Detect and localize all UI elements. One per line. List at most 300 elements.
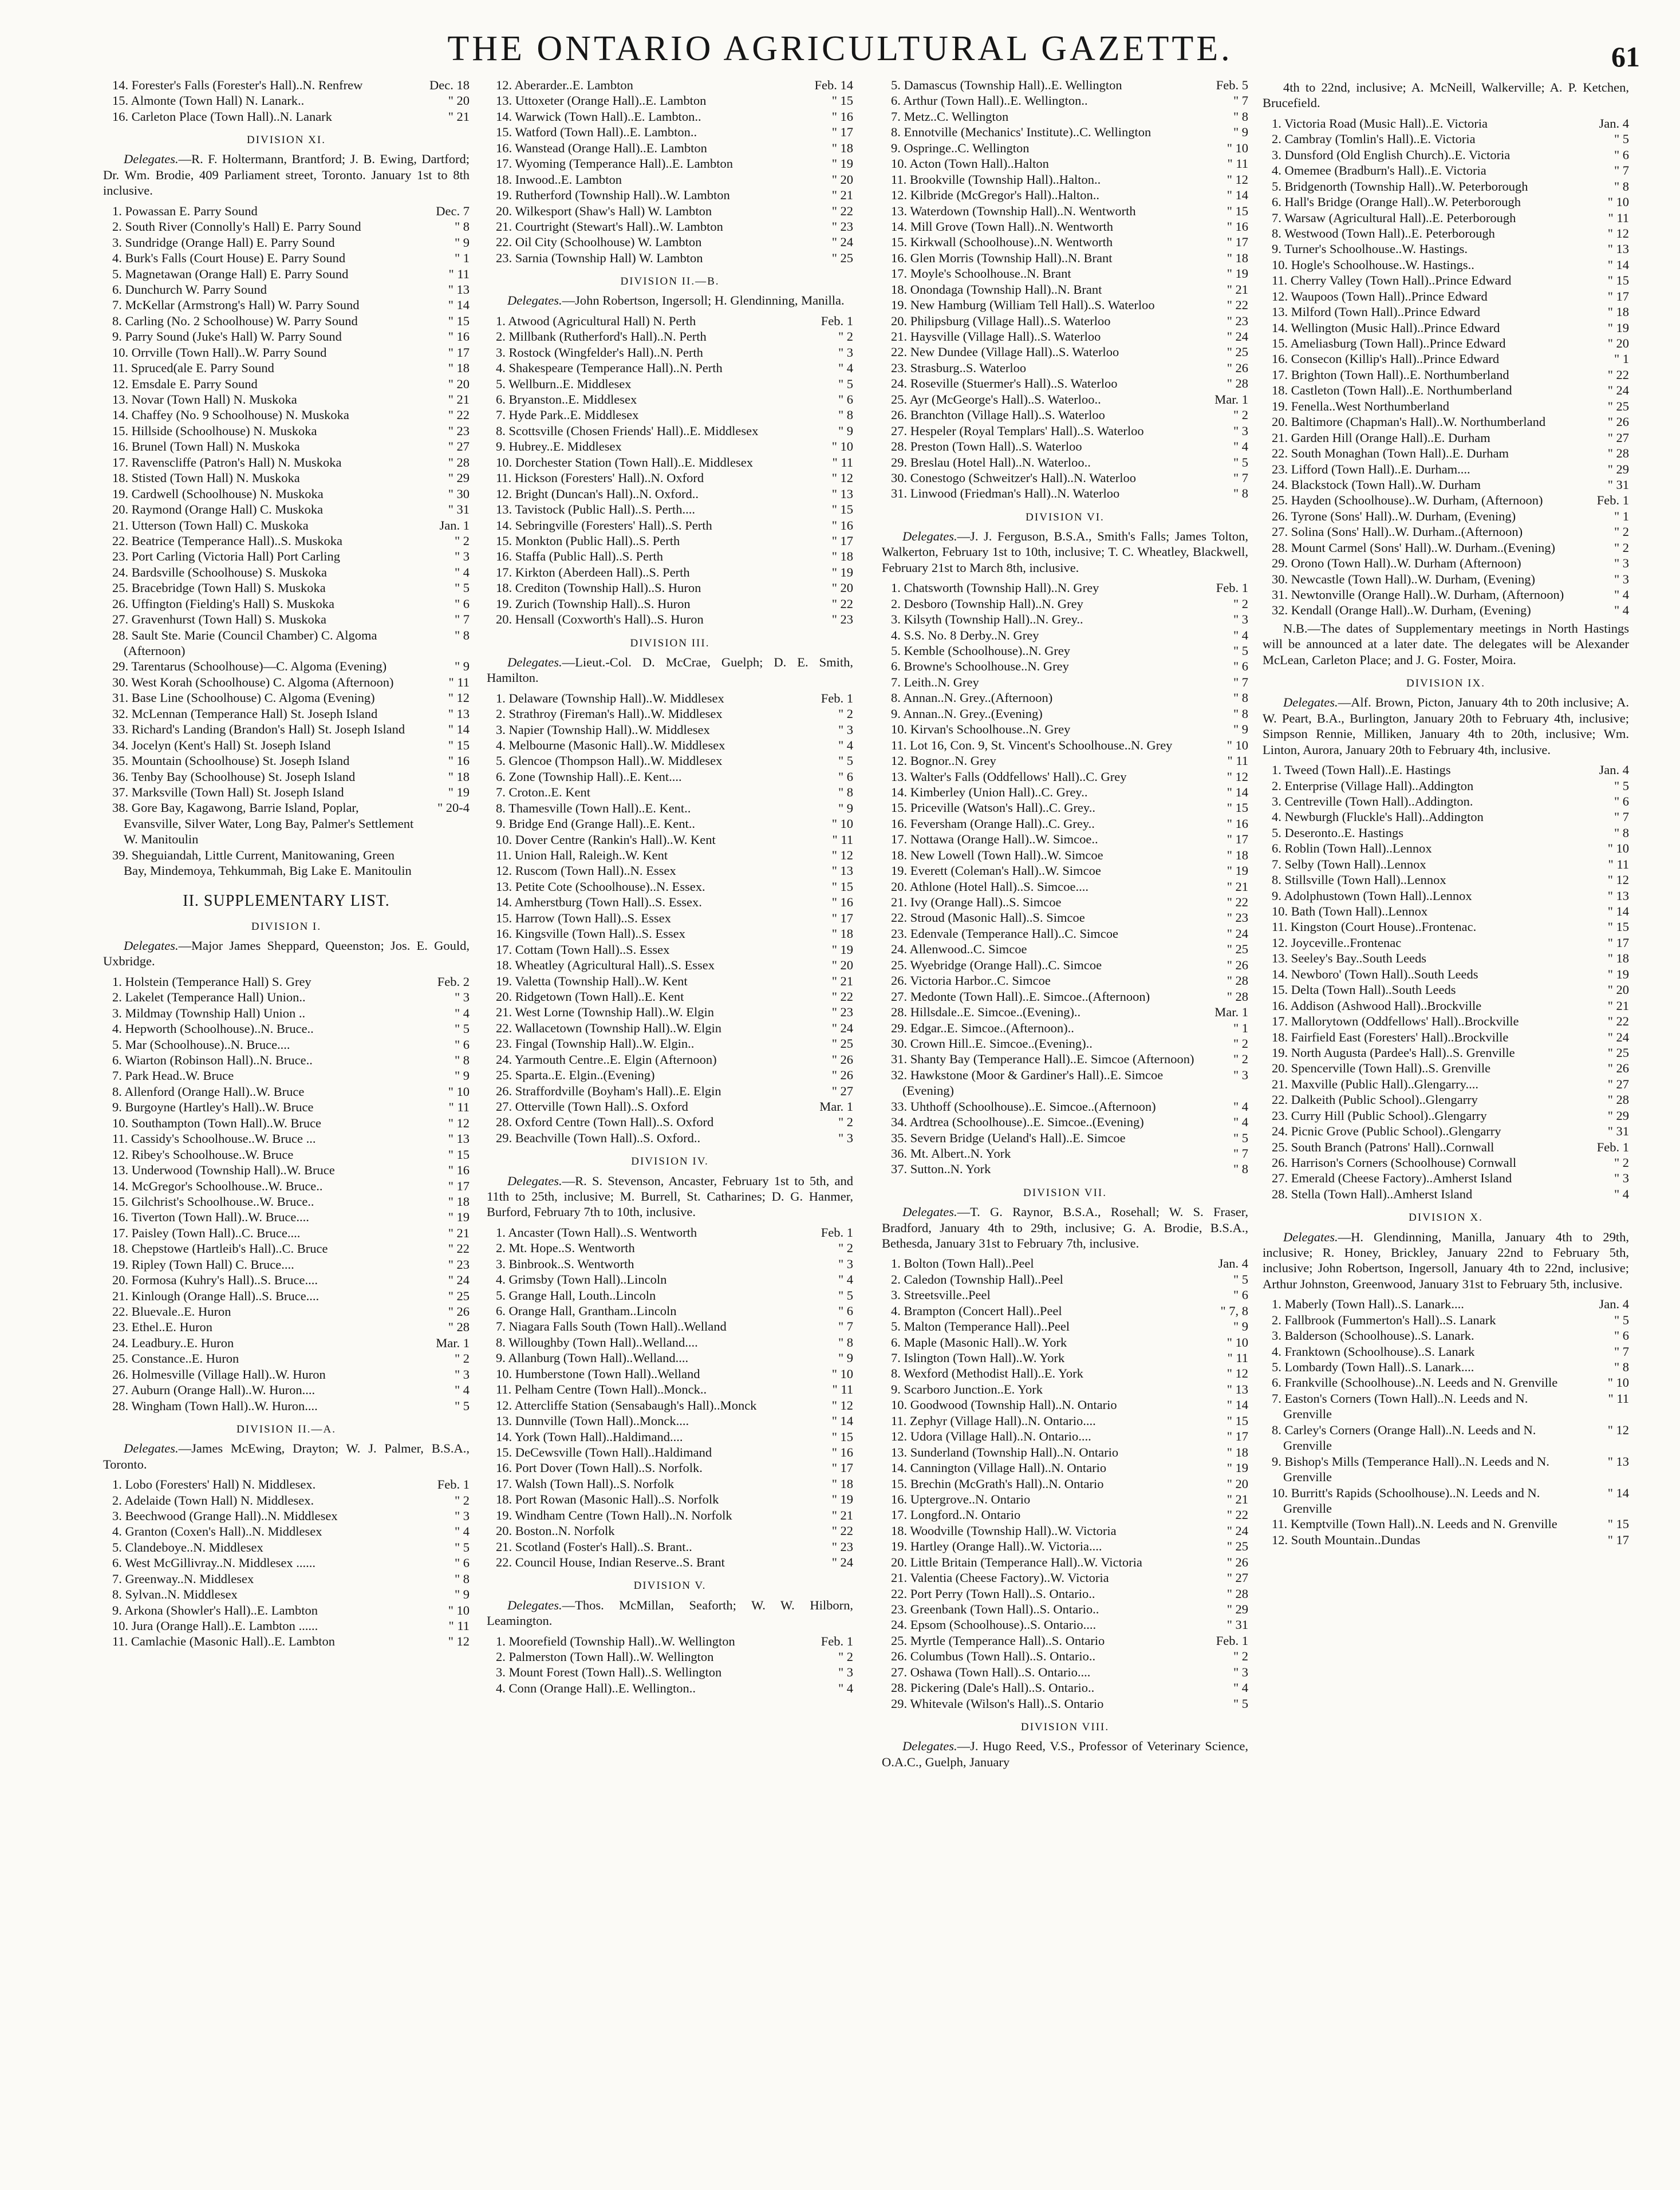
meeting-entry [487, 690, 853, 706]
meeting-place: 25. Sparta..E. Elgin..(Evening) [496, 1068, 655, 1083]
meeting-entry [487, 800, 853, 816]
meeting-place: 4. Shakespeare (Temperance Hall)..N. Perth [496, 361, 723, 376]
meeting-entry [487, 360, 853, 376]
meeting-entry [487, 407, 853, 423]
meeting-date: " 11 [1608, 857, 1629, 871]
meeting-entry [103, 376, 470, 392]
meeting-place: 3. Centreville (Town Hall)..Addington. [1272, 794, 1473, 808]
meeting-date: " 17 [831, 533, 853, 548]
meeting-entry [882, 753, 1248, 768]
meeting-place: 15. Brechin (McGrath's Hall)..N. Ontario [891, 1476, 1104, 1491]
delegates-paragraph [1263, 621, 1629, 668]
meeting-entry [103, 706, 470, 721]
meeting-date: " 20-4 [437, 800, 470, 815]
meeting-entry [103, 1209, 470, 1225]
meeting-date: " 4 [1233, 1099, 1248, 1114]
meeting-place: 11. Kemptville (Town Hall)..N. Leeds and N. Grenville [1272, 1517, 1557, 1532]
meeting-place: 33. Uhthoff (Schoolhouse)..E. Simcoe..(Afternoon) [891, 1099, 1156, 1114]
meeting-date: " 18 [1227, 1445, 1248, 1459]
meeting-date: " 28 [448, 455, 470, 469]
meeting-entry [103, 549, 470, 564]
meeting-entry [103, 329, 470, 344]
meeting-entry [882, 1272, 1248, 1287]
meeting-date: " 17 [1607, 1532, 1629, 1547]
meeting-entry [882, 1287, 1248, 1303]
meeting-entry [882, 611, 1248, 627]
meeting-date: " 5 [1233, 1130, 1248, 1145]
meeting-entry [882, 957, 1248, 973]
meeting-date: " 4 [1233, 1680, 1248, 1695]
meeting-entry [882, 769, 1248, 784]
meeting-place: 2. Desboro (Township Hall)..N. Grey [891, 596, 1083, 611]
meeting-entry [487, 187, 853, 203]
meeting-place: 19. North Augusta (Pardee's Hall)..S. Grenville [1272, 1045, 1515, 1060]
meeting-place: 1. Chatsworth (Township Hall)..N. Grey [891, 581, 1099, 595]
meeting-place: 19. Zurich (Township Hall)..S. Huron [496, 596, 691, 611]
meeting-entry [1263, 1296, 1629, 1312]
meeting-entry [487, 565, 853, 580]
meeting-date: " 22 [1607, 367, 1629, 382]
meeting-entry [103, 407, 470, 423]
meeting-date: " 8 [1233, 109, 1248, 124]
meeting-date: " 3 [838, 1256, 853, 1271]
meeting-entry [487, 124, 853, 140]
meeting-entry [882, 156, 1248, 171]
meeting-place: 4. Hepworth (Schoolhouse)..N. Bruce.. [112, 1021, 314, 1036]
meeting-place: 12. Emsdale E. Parry Sound [112, 376, 258, 391]
meeting-date: " 25 [1607, 398, 1629, 413]
meeting-entry [1263, 367, 1629, 382]
meeting-date: " 22 [1227, 298, 1248, 313]
delegates-label: Delegates. [507, 1597, 562, 1612]
meeting-place: 22. New Dundee (Village Hall)..S. Waterloo [891, 345, 1119, 360]
meeting-place: 13. Walter's Falls (Oddfellows' Hall)..C. Grey [891, 769, 1127, 784]
meeting-place: 18. Wheatley (Agricultural Hall)..S. Essex [496, 958, 715, 973]
meeting-entry [1263, 555, 1629, 571]
meeting-entry [487, 737, 853, 753]
meeting-entry [103, 1068, 470, 1083]
meeting-place: 35. Severn Bridge (Ueland's Hall)..E. Simcoe [891, 1130, 1126, 1145]
meeting-date: " 5 [838, 1288, 853, 1303]
meeting-entry [103, 1587, 470, 1602]
meeting-date: " 15 [831, 93, 853, 108]
meeting-entry [103, 282, 470, 297]
paragraph-text: —Major James Sheppard, Queenston; Jos. E. Gould, Uxbridge. [103, 938, 470, 969]
meeting-date: " 27 [1607, 430, 1629, 445]
meeting-entry [1263, 1076, 1629, 1092]
meeting-entry [882, 1004, 1248, 1020]
meeting-date: " 11 [832, 455, 853, 469]
meeting-date: " 9 [454, 235, 470, 250]
meeting-entry [487, 1633, 853, 1649]
meeting-place: 12. Aberarder..E. Lambton [496, 78, 633, 92]
meeting-place: 8. Sylvan..N. Middlesex [112, 1587, 238, 1602]
delegates-paragraph [103, 1441, 470, 1472]
meeting-entry [487, 109, 853, 124]
meeting-date: " 3 [1614, 556, 1629, 571]
meeting-place: 10. Bath (Town Hall)..Lennox [1272, 904, 1428, 919]
meeting-date: " 27 [831, 1083, 853, 1098]
meeting-date: " 21 [831, 973, 853, 988]
meeting-entry [487, 502, 853, 517]
meeting-entry [103, 1571, 470, 1587]
meeting-place: 13. Tavistock (Public Hall)..S. Perth.... [496, 502, 695, 517]
meeting-entry [882, 1570, 1248, 1585]
meeting-entry [882, 1335, 1248, 1350]
meeting-entry [103, 1005, 470, 1021]
page-title: THE ONTARIO AGRICULTURAL GAZETTE. [447, 29, 1233, 68]
meeting-date: " 22 [831, 1524, 853, 1538]
paragraph-text: —H. Glendinning, Manilla, January 4th to 29th, inclusive; R. Honey, Brickley, January 22nd to February 5th, inclusive; John Robertson, Ingersoll, January 4th to 22nd, inclusive; Arthur Johnston, Greenwood, January 31st to February 5th, inclusive. [1263, 1229, 1629, 1291]
meeting-date: " 21 [1227, 879, 1248, 894]
meeting-place: 5. Glencoe (Thompson Hall)..W. Middlesex [496, 753, 723, 768]
meeting-entry [103, 455, 470, 470]
delegates-paragraph [1263, 1229, 1629, 1292]
meeting-place: 22. Dalkeith (Public School)..Glengarry [1272, 1092, 1478, 1107]
meeting-entry [882, 329, 1248, 344]
meeting-date: " 24 [1227, 926, 1248, 941]
meeting-date: " 26 [1227, 957, 1248, 972]
meeting-entry [103, 470, 470, 486]
meeting-date: " 7 [1233, 674, 1248, 689]
meeting-date: " 17 [831, 125, 853, 140]
meeting-date: " 19 [831, 1492, 853, 1507]
meeting-entry [882, 674, 1248, 690]
meeting-date: " 19 [831, 156, 853, 171]
meeting-entry [487, 1429, 853, 1445]
meeting-entry [1263, 794, 1629, 809]
meeting-date: " 14 [1227, 188, 1248, 203]
meeting-date: " 3 [1233, 612, 1248, 627]
meeting-date: " 10 [831, 1366, 853, 1381]
meeting-entry [882, 392, 1248, 407]
delegates-paragraph [103, 938, 470, 969]
meeting-entry [882, 1397, 1248, 1412]
meeting-place: 18. Crediton (Township Hall)..S. Huron [496, 581, 701, 595]
meeting-entry [882, 1303, 1248, 1319]
meeting-entry [487, 1036, 853, 1051]
meeting-place: 11. Zephyr (Village Hall)..N. Ontario.... [891, 1413, 1096, 1428]
meeting-date: " 8 [454, 1053, 470, 1067]
meeting-place: 6. Arthur (Town Hall)..E. Wellington.. [891, 93, 1088, 108]
meeting-date: " 13 [831, 863, 853, 878]
delegates-label: Delegates. [902, 1739, 957, 1754]
meeting-entry [103, 1618, 470, 1633]
meeting-entry [487, 769, 853, 784]
meeting-place: 4. S.S. No. 8 Derby..N. Grey [891, 628, 1039, 642]
meeting-place: 7. Park Head..W. Bruce [112, 1068, 234, 1083]
meeting-date: " 3 [838, 1665, 853, 1680]
meeting-date: " 8 [1614, 825, 1629, 840]
meeting-place: 1. Victoria Road (Music Hall)..E. Victoria [1272, 116, 1488, 131]
column-4 [1263, 77, 1629, 2161]
meeting-place: 18. Inwood..E. Lambton [496, 172, 622, 187]
meeting-date: " 13 [448, 1131, 470, 1146]
meeting-entry [103, 360, 470, 376]
meeting-place: 1. Bolton (Town Hall)..Peel [891, 1256, 1034, 1271]
delegates-paragraph [1263, 695, 1629, 757]
meeting-place: 1. Moorefield (Township Hall)..W. Wellington [496, 1633, 735, 1648]
meeting-date: " 24 [831, 1555, 853, 1570]
meeting-place: 16. Addison (Ashwood Hall)..Brockville [1272, 998, 1482, 1013]
meeting-place: 18. Chepstowe (Hartleib's Hall)..C. Bruce [112, 1241, 328, 1256]
meeting-date: " 15 [1227, 203, 1248, 218]
meeting-place: 5. Magnetawan (Orange Hall) E. Parry Sound [112, 266, 349, 281]
meeting-place: 6. Wiarton (Robinson Hall)..N. Bruce.. [112, 1053, 313, 1067]
meeting-entry [103, 1351, 470, 1366]
meeting-place: 7. Easton's Corners (Town Hall)..N. Leeds and N. Grenville [1272, 1391, 1528, 1422]
meeting-date: " 11 [1227, 753, 1248, 768]
meeting-place: 4. Newburgh (Fluckle's Hall)..Addington [1272, 810, 1484, 824]
meeting-place: 11. Cherry Valley (Town Hall)..Prince Edward [1272, 273, 1512, 288]
meeting-date: Feb. 5 [1216, 78, 1248, 92]
meeting-entry [882, 643, 1248, 658]
meeting-entry [882, 1601, 1248, 1617]
meeting-date: " 20 [1607, 982, 1629, 997]
meeting-entry [882, 1523, 1248, 1538]
meeting-place: 27. Gravenhurst (Town Hall) S. Muskoka [112, 612, 326, 627]
meeting-entry [882, 1382, 1248, 1397]
meeting-date: " 18 [1227, 250, 1248, 265]
meeting-place: 17. Kirkton (Aberdeen Hall)..S. Perth [496, 565, 690, 579]
meeting-place: 19. Cardwell (Schoolhouse) N. Muskoka [112, 486, 324, 501]
meeting-entry [487, 1020, 853, 1036]
meeting-entry [103, 753, 470, 768]
meeting-date: " 7 [838, 1319, 853, 1334]
meeting-entry [487, 1067, 853, 1083]
meeting-place: 32. Kendall (Orange Hall)..W. Durham, (Evening) [1272, 603, 1531, 618]
meeting-place: 17. Longford..N. Ontario [891, 1508, 1021, 1522]
meeting-date: " 2 [1614, 524, 1629, 539]
meeting-entry [103, 1304, 470, 1319]
meeting-entry [882, 658, 1248, 674]
meeting-date: " 14 [448, 722, 470, 737]
meeting-entry [103, 658, 470, 674]
meeting-entry [882, 1664, 1248, 1680]
meeting-place: 12. Bognor..N. Grey [891, 753, 996, 768]
meeting-place: 18. New Lowell (Town Hall)..W. Simcoe [891, 847, 1103, 862]
meeting-date: " 9 [838, 1351, 853, 1366]
meeting-entry [103, 1147, 470, 1162]
meeting-date: " 17 [1607, 289, 1629, 303]
meeting-entry [487, 753, 853, 768]
meeting-date: " 4 [1233, 628, 1248, 642]
meeting-place: 30. Crown Hill..E. Simcoe..(Evening).. [891, 1036, 1093, 1051]
meeting-place: 24. Leadbury..E. Huron [112, 1335, 234, 1350]
meeting-date: " 12 [1227, 1366, 1248, 1381]
meeting-date: " 2 [1233, 596, 1248, 611]
meeting-date: " 16 [448, 753, 470, 768]
meeting-entry [882, 1366, 1248, 1381]
meeting-place: 3. Kilsyth (Township Hall)..N. Grey.. [891, 612, 1083, 627]
meeting-date: " 17 [831, 1461, 853, 1475]
meeting-place: 15. Watford (Town Hall)..E. Lambton.. [496, 125, 697, 140]
meeting-date: " 3 [838, 1130, 853, 1145]
meeting-date: " 4 [838, 361, 853, 376]
meeting-place: 31. Shanty Bay (Temperance Hall)..E. Simcoe (Afternoon) [891, 1052, 1194, 1067]
meeting-entry [882, 439, 1248, 454]
meeting-date: " 9 [838, 423, 853, 438]
column-1 [103, 77, 470, 2161]
meeting-entry [882, 1350, 1248, 1366]
meeting-entry [1263, 179, 1629, 194]
meeting-entry [103, 1021, 470, 1036]
meeting-date: Feb. 14 [814, 78, 853, 92]
meeting-place: 23. Sarnia (Township Hall) W. Lambton [496, 250, 703, 265]
meeting-place: 2. Strathroy (Fireman's Hall)..W. Middlesex [496, 707, 723, 721]
meeting-entry [882, 93, 1248, 108]
meeting-place: 6. Zone (Township Hall)..E. Kent.... [496, 769, 682, 784]
meeting-place: 2. Cambray (Tomlin's Hall)..E. Victoria [1272, 132, 1476, 147]
meeting-entry [487, 549, 853, 564]
delegates-label: Delegates. [507, 1173, 562, 1188]
meeting-date: " 19 [448, 784, 470, 799]
meeting-place: 25. Constance..E. Huron [112, 1351, 239, 1366]
meeting-date: " 7 [454, 612, 470, 627]
meeting-place: 10. Orrville (Town Hall)..W. Parry Sound [112, 345, 327, 360]
meeting-entry [882, 1554, 1248, 1570]
meeting-date: " 5 [1614, 778, 1629, 793]
meeting-date: " 23 [831, 612, 853, 627]
paragraph-text: —T. G. Raynor, B.S.A., Rosehall; W. S. Fraser, Bradford, January 4th to 29th, inclusive; G. A. Brodie, B.S.A., Bethesda, January 31st to February 7th, inclusive. [882, 1205, 1248, 1250]
meeting-date: " 16 [831, 518, 853, 532]
meeting-entry [103, 1037, 470, 1052]
meeting-place: 15. Delta (Town Hall)..South Leeds [1272, 982, 1456, 997]
meeting-date: " 3 [1614, 1171, 1629, 1186]
meeting-date: " 17 [1227, 832, 1248, 847]
meeting-place: 12. Attercliffe Station (Sensabaugh's Hall)..Monck [496, 1398, 757, 1412]
meeting-place: 27. Otterville (Town Hall)..S. Oxford [496, 1099, 688, 1114]
meeting-place: 7. Leith..N. Grey [891, 674, 979, 689]
meeting-entry [1263, 809, 1629, 824]
meeting-entry [487, 455, 853, 470]
meeting-date: " 27 [1227, 1571, 1248, 1585]
meeting-place: 23. Ethel..E. Huron [112, 1320, 212, 1335]
meeting-date: " 17 [448, 1178, 470, 1193]
meeting-entry [103, 1382, 470, 1398]
meeting-place: 10. Hogle's Schoolhouse..W. Hastings.. [1272, 257, 1474, 272]
meeting-date: " 12 [1607, 226, 1629, 240]
delegates-paragraph [487, 654, 853, 686]
meeting-entry [103, 1555, 470, 1571]
column-2 [487, 77, 853, 2161]
meeting-entry [103, 1493, 470, 1508]
meeting-entry [103, 690, 470, 705]
meeting-place: 9. Turner's Schoolhouse..W. Hastings. [1272, 242, 1468, 257]
meeting-place: 15. Priceville (Watson's Hall)..C. Grey.. [891, 800, 1095, 815]
meeting-place: 11. Kingston (Court House)..Frontenac. [1272, 920, 1477, 934]
meeting-entry [1263, 430, 1629, 445]
meeting-place: 27. Auburn (Orange Hall)..W. Huron.... [112, 1383, 316, 1398]
meeting-place: 16. Port Dover (Town Hall)..S. Norfolk. [496, 1461, 703, 1475]
meeting-date: " 6 [838, 392, 853, 407]
meeting-entry [882, 1114, 1248, 1130]
meeting-place: 12. Waupoos (Town Hall)..Prince Edward [1272, 289, 1488, 303]
meeting-entry [1263, 414, 1629, 429]
meeting-date: " 7 [1233, 1146, 1248, 1161]
meeting-place: 1. Maberly (Town Hall)..S. Lanark.... [1272, 1297, 1464, 1312]
meeting-place: 14. Warwick (Town Hall)..E. Lambton.. [496, 109, 701, 124]
meeting-entry [487, 611, 853, 627]
meeting-place: 21. Haysville (Village Hall)..S. Waterloo [891, 329, 1101, 344]
meeting-place: 17. Ravenscliffe (Patron's Hall) N. Muskoka [112, 455, 342, 469]
meeting-place: 11. Brookville (Township Hall)..Halton.. [891, 172, 1101, 187]
meeting-entry [1263, 445, 1629, 461]
meeting-place: 3. Mildmay (Township Hall) Union .. [112, 1005, 306, 1020]
meeting-entry [1263, 935, 1629, 950]
meeting-entry [1263, 1170, 1629, 1186]
meeting-place: 23. Lifford (Town Hall)..E. Durham.... [1272, 461, 1470, 476]
meeting-entry [882, 1413, 1248, 1429]
meeting-date: " 19 [1227, 1461, 1248, 1475]
meeting-entry [487, 1445, 853, 1460]
meeting-date: Feb. 2 [437, 974, 470, 989]
meeting-place: 23. Curry Hill (Public School)..Glengarry [1272, 1108, 1487, 1123]
meeting-entry [1263, 147, 1629, 163]
meeting-entry [487, 1680, 853, 1696]
meeting-place: 26. Columbus (Town Hall)..S. Ontario.. [891, 1649, 1096, 1664]
meeting-entry [1263, 226, 1629, 241]
meeting-date: " 19 [831, 565, 853, 579]
meeting-place: 17. Walsh (Town Hall)..S. Norfolk [496, 1476, 675, 1491]
meeting-date: " 26 [831, 1052, 853, 1067]
meeting-entry [103, 1367, 470, 1382]
meeting-entry [103, 250, 470, 266]
division-heading: DIVISION VI. [1026, 511, 1105, 523]
meeting-date: " 4 [1614, 603, 1629, 618]
meeting-entry [103, 565, 470, 580]
meeting-entry [882, 187, 1248, 203]
meeting-date: " 22 [1227, 1508, 1248, 1522]
meeting-date: " 8 [454, 628, 470, 642]
meeting-place: 6. West McGillivray..N. Middlesex ...... [112, 1556, 316, 1571]
meeting-place: 13. Novar (Town Hall) N. Muskoka [112, 392, 297, 407]
meeting-date: " 15 [1227, 800, 1248, 815]
meeting-place: 26. Branchton (Village Hall)..S. Waterloo [891, 408, 1105, 423]
meeting-place: 20. Raymond (Orange Hall) C. Muskoka [112, 502, 324, 517]
meeting-place: 1. Ancaster (Town Hall)..S. Wentworth [496, 1225, 697, 1240]
meeting-place: 5. Deseronto..E. Hastings [1272, 825, 1403, 840]
meeting-place: 2. Caledon (Township Hall)..Peel [891, 1272, 1063, 1287]
meeting-entry [882, 1146, 1248, 1161]
meeting-date: " 5 [454, 1398, 470, 1413]
meeting-date: " 2 [454, 533, 470, 548]
meeting-date: " 15 [448, 737, 470, 752]
division-heading: DIVISION II.—A. [236, 1423, 337, 1436]
meeting-entry [1263, 273, 1629, 288]
paragraph-text: —John Robertson, Ingersoll; H. Glendinning, Manilla. [562, 293, 845, 308]
meeting-date: " 8 [838, 785, 853, 800]
meeting-place: 35. Mountain (Schoolhouse) St. Joseph Island [112, 753, 350, 768]
meeting-date: Feb. 1 [1596, 493, 1629, 508]
meeting-date: " 3 [454, 1367, 470, 1382]
meeting-entry [103, 721, 470, 737]
meeting-entry [487, 250, 853, 266]
meeting-date: " 28 [1607, 1092, 1629, 1107]
meeting-entry [1263, 1155, 1629, 1170]
meeting-entry [882, 109, 1248, 124]
meeting-entry [1263, 477, 1629, 492]
meeting-place: 8. Westwood (Town Hall)..E. Peterborough [1272, 226, 1495, 240]
meeting-entry [882, 1507, 1248, 1522]
meeting-date: " 10 [1607, 195, 1629, 210]
meeting-entry [487, 1319, 853, 1334]
meeting-date: " 25 [831, 250, 853, 265]
meeting-place: 14. Forester's Falls (Forester's Hall)..N. Renfrew [112, 78, 363, 92]
meeting-entry [882, 470, 1248, 486]
meeting-date: " 6 [1614, 794, 1629, 808]
meeting-place: 20. Athlone (Hotel Hall)..S. Simcoe.... [891, 879, 1089, 894]
